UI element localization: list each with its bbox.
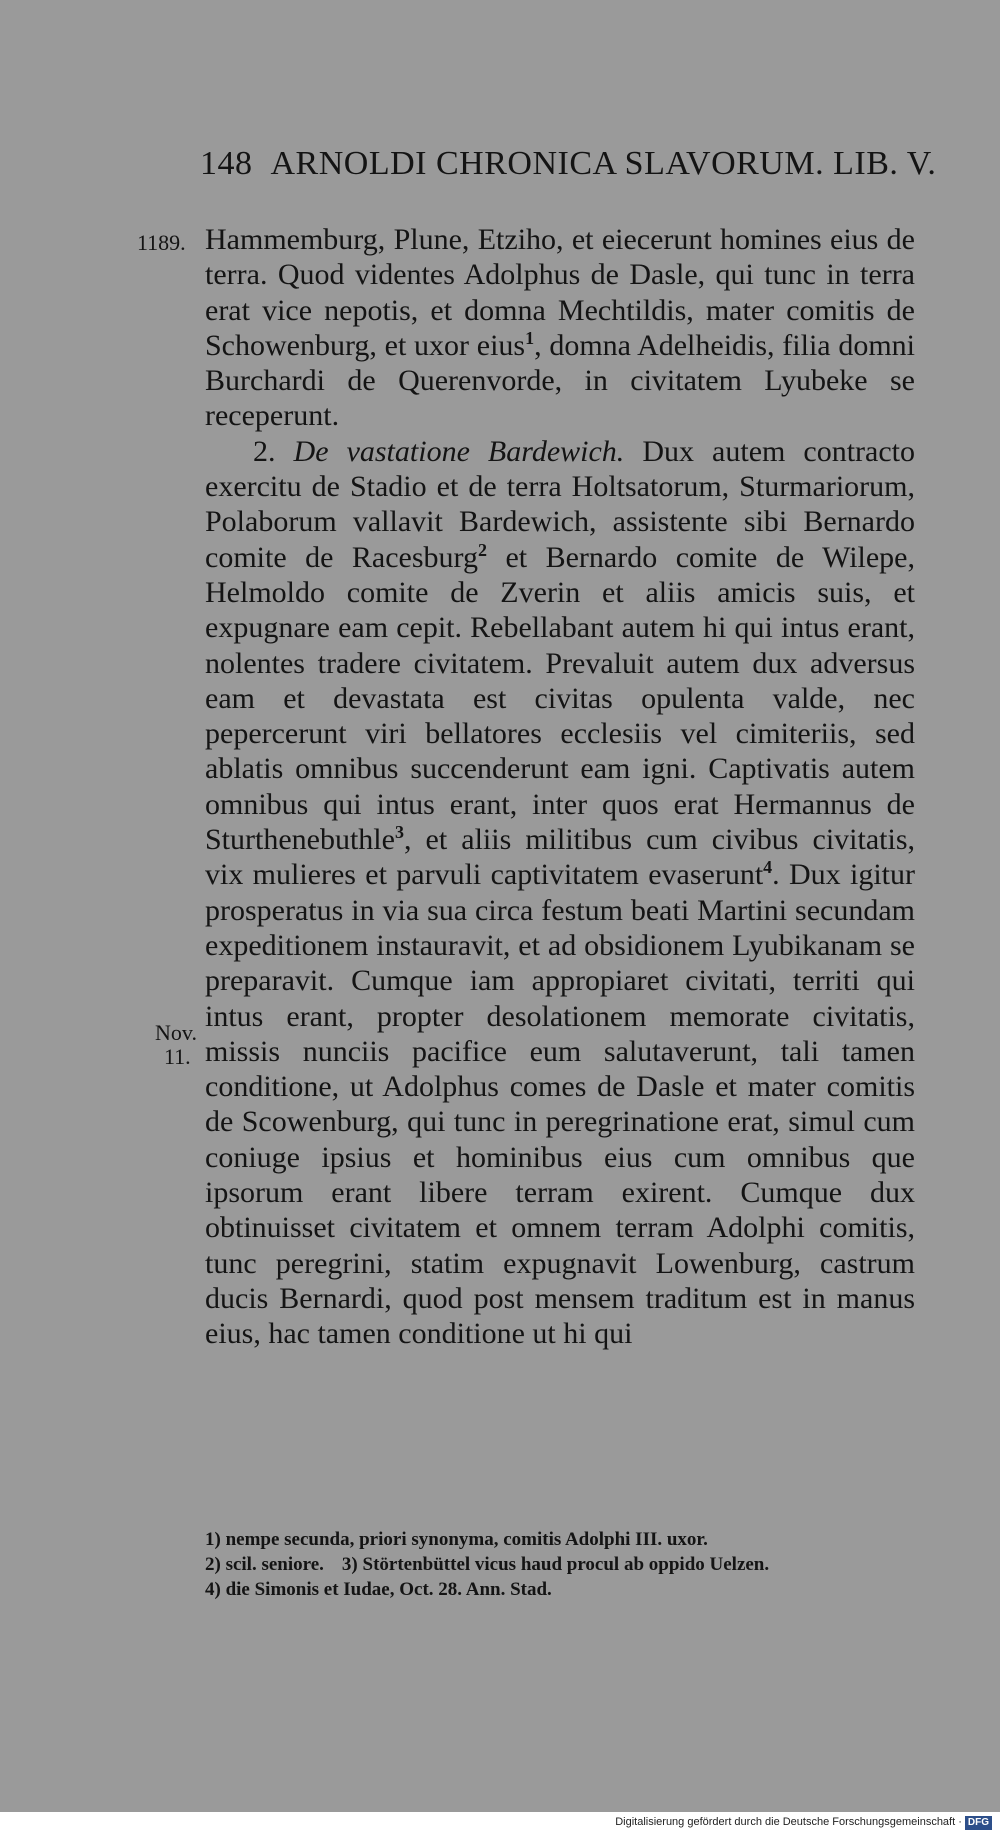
footnote-mark: 4) xyxy=(205,1579,221,1600)
footnote-mark: 3) xyxy=(341,1554,358,1575)
footnote-text: Störtenbüttel vicus haud procul ab oppido Uelzen. xyxy=(362,1554,770,1575)
margin-date-day: 11. xyxy=(164,1044,191,1069)
paragraph-2-text-cont3: . Dux igitur prosperatus in via sua circa festum beati Martini secundam expeditionem instauravit, et ad obsidionem Lyubikanam se preparavit. Cumque iam appropiaret civitati, territi qui intus erant, propter desolationem memorate civitatis, missis nunciis pacifice eum salutaverunt, tali tamen conditione, ut Adolphus comes de Dasle et mater comitis de Scowenburg, qui tunc in peregrinatione erat, simul cum coniuge ipsius et hominibus eius cum omnibus que ipsorum erant libere terram exirent. Cumque dux obtinuisset civitatem et omnem terram Adolphi comitis, tunc peregrini, statim expugnavit Lowenburg, castrum ducis Bernardi, quod post mensem traditum est in manus eius, hac tamen conditione ut hi qui xyxy=(205,858,915,1351)
footnote-4 xyxy=(205,1577,915,1602)
margin-date-month: Nov. xyxy=(155,1020,197,1045)
running-head xyxy=(200,145,937,183)
footnote-1 xyxy=(205,1527,915,1552)
paragraph-1-text: Hammemburg, Plune, Etziho, et eiecerunt homines eius de terra. Quod videntes Adolphus de Dasle, qui tunc in terra erat vice nepotis, et domna Mechtildis, mater comitis de Schowenburg, et uxor eius xyxy=(205,223,915,362)
main-text xyxy=(205,222,915,1352)
footnote-mark: 2) xyxy=(205,1554,221,1575)
footnote-ref-4: 4 xyxy=(763,857,773,878)
digitization-credit: Digitalisierung gefördert durch die Deutsche Forschungsgemeinschaft · xyxy=(615,1816,962,1828)
footnotes xyxy=(205,1527,915,1602)
footnote-text: die Simonis et Iudae, Oct. 28. Ann. Stad. xyxy=(225,1579,552,1600)
footnote-ref-2: 2 xyxy=(478,539,487,560)
paragraph-2-text-cont2: , et aliis militibus cum civibus civitatis, vix mulieres et parvuli captivitatem evaserunt xyxy=(205,823,915,892)
footnote-mark: 1) xyxy=(205,1529,221,1550)
running-title: ARNOLDI CHRONICA SLAVORUM. LIB. V. xyxy=(270,145,937,182)
digitization-credit-bar xyxy=(0,1812,1000,1832)
footnote-text: nempe secunda, priori synonyma, comitis Adolphi III. uxor. xyxy=(225,1529,708,1550)
paragraph-1 xyxy=(205,222,915,434)
page-number: 148 xyxy=(200,145,253,182)
dfg-logo: DFG xyxy=(965,1816,992,1830)
section-number: 2. xyxy=(253,434,276,468)
footnote-ref-1: 1 xyxy=(525,327,535,348)
paragraph-2-text: Dux autem contracto exercitu de Stadio et de terra Holtsatorum, Sturmariorum, Polaborum vallavit Bardewich, assistente sibi Bernardo comite de Racesburg xyxy=(205,434,916,574)
footnote-2-3 xyxy=(205,1552,915,1577)
paragraph-2 xyxy=(205,434,915,1352)
margin-year: 1189. xyxy=(137,230,186,255)
paragraph-1-text-cont: , domna Adelheidis, filia domni Burchardi de Querenvorde, in civitatem Lyubeke se receperunt. xyxy=(205,328,915,433)
footnote-ref-3: 3 xyxy=(394,822,404,843)
footnote-text: scil. seniore. xyxy=(225,1554,324,1575)
paragraph-2-text-cont: et Bernardo comite de Wilepe, Helmoldo comite de Zverin et aliis amicis suis, et expugnare eam cepit. Rebellabant autem hi qui intus erant, nolentes tradere civitatem. Prevaluit autem dux adversus eam et devastata est civitas opulenta valde, nec pepercerunt viri bellatores ecclesiis vel cimiteriis, sed ablatis omnibus succenderunt eam igni. Captivatis autem omnibus qui intus erant, inter quos erat Hermannus de Sturthenebuthle xyxy=(205,540,915,857)
section-heading: De vastatione Bardewich. xyxy=(293,434,625,468)
